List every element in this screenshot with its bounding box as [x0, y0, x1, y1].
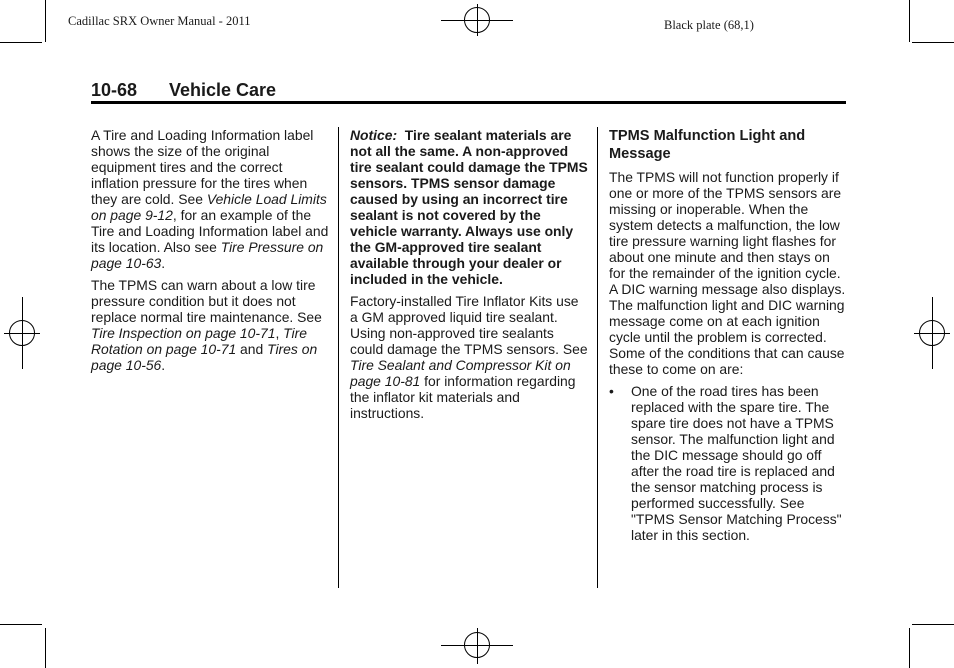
registration-circle — [464, 632, 490, 658]
list-item-text: One of the road tires has been replaced with the spare tire. The spare tire does not have a TPMS sensor. The malfunction light and the DIC message should go off after the road tire is replaced and the sensor matching process is performed successfully. See "TPMS Sensor Matching Process" later in this section. — [631, 383, 842, 543]
cross-reference-link[interactable]: Tire Pressure on page 10-63 — [91, 239, 324, 271]
text: , — [275, 325, 284, 341]
text: . — [161, 255, 166, 271]
cross-reference-link[interactable]: Tire Sealant and Compressor Kit on page 10-81 — [350, 357, 571, 389]
crop-mark — [909, 0, 910, 42]
section-title: Vehicle Care — [169, 80, 277, 100]
cross-reference-link[interactable]: Vehicle Load Limits on page 9-12 — [91, 191, 327, 223]
column-divider — [338, 127, 339, 588]
registration-circle — [919, 320, 945, 346]
column-3 — [609, 127, 849, 543]
page-number: 10-68 — [91, 80, 138, 100]
text: The TPMS can warn about a low tire pressure condition but it does not replace normal tire maintenance. See — [91, 277, 322, 325]
manual-title: Cadillac SRX Owner Manual - 2011 — [68, 14, 251, 28]
heading-rule — [91, 101, 846, 104]
paragraph — [350, 293, 588, 421]
list-item — [609, 383, 849, 543]
column-2 — [350, 127, 588, 427]
crop-mark — [0, 42, 42, 43]
cross-reference-link[interactable]: Tire Rotation on page 10-71 — [91, 325, 307, 357]
crop-mark — [45, 628, 46, 668]
paragraph — [91, 127, 329, 271]
bullet-icon: • — [609, 383, 614, 399]
column-1 — [91, 127, 329, 379]
crop-mark — [0, 624, 42, 625]
paragraph — [91, 277, 329, 373]
crop-mark — [909, 628, 910, 668]
registration-circle — [9, 320, 35, 346]
page-title — [91, 80, 276, 101]
plate-label: Black plate (68,1) — [664, 18, 754, 32]
paragraph: The TPMS will not function properly if one or more of the TPMS sensors are missing or inoperable. When the system detects a malfunction, the low tire pressure warning light flashes for about one minute and then stays on for the remainder of the ignition cycle. A DIC warning message also displays. The malfunction light and DIC warning message come on at each ignition cycle until the problem is corrected. Some of the conditions that can cause these to come on are: — [609, 169, 846, 377]
notice-label: Notice: — [350, 127, 398, 143]
registration-circle — [464, 7, 490, 33]
text: A Tire and Loading Information label shows the size of the original equipment tires and the correct inflation pressure for the tires when they are cold. See — [91, 127, 314, 207]
column-divider — [597, 127, 598, 588]
notice-paragraph — [350, 127, 588, 287]
section-heading: TPMS Malfunction Light and Message — [609, 128, 806, 162]
notice-text: Tire sealant materials are not all the same. A non-approved tire sealant could damage the TPMS sensors. TPMS sensor damage caused by using an incorrect tire sealant is not covered by the vehicle warranty. Always use only the GM-approved tire sealant available through your dealer or included in the vehicle. — [350, 127, 588, 287]
crop-mark — [912, 624, 954, 625]
text: Factory-installed Tire Inflator Kits use a GM approved liquid tire sealant. Using non-approved tire sealants could damage the TPMS sensors. See — [350, 293, 588, 357]
text: and — [236, 341, 268, 357]
text: for information regarding the inflator kit materials and instructions. — [350, 373, 576, 421]
text: . — [161, 357, 166, 373]
crop-mark — [45, 0, 46, 42]
cross-reference-link[interactable]: Tire Inspection on page 10-71 — [91, 325, 276, 341]
text: , for an example of the Tire and Loading Information label and its location. Also see — [91, 207, 329, 255]
cross-reference-link[interactable]: Tires on page 10-56 — [91, 341, 318, 373]
crop-mark — [912, 42, 954, 43]
